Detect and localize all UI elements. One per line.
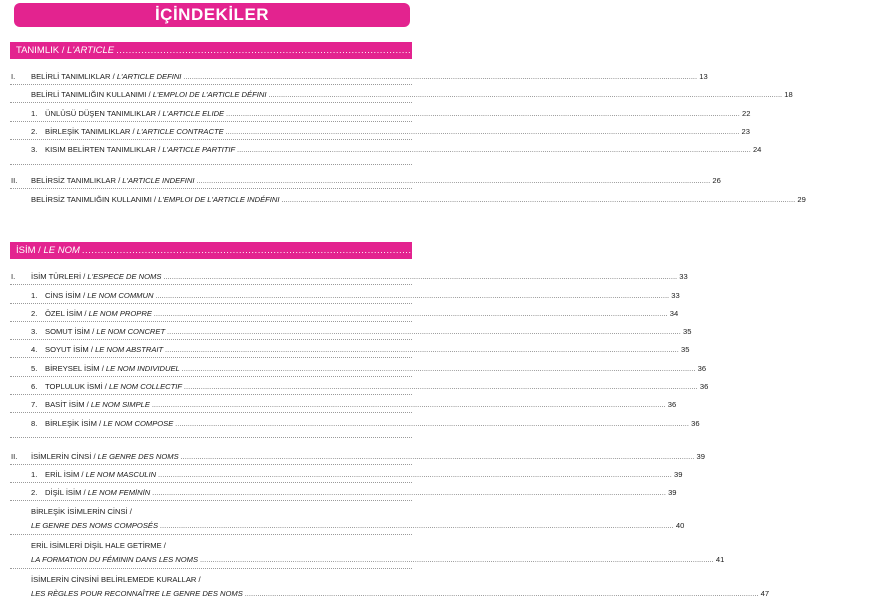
- toc-entry: BELİRSİZ TANIMLIĞIN KULLANIMI / L'EMPLOI DE L'ARTICLE INDÉFINI .................................................................................................................................................................................................................................................... 29: [31, 195, 806, 204]
- divider: [10, 284, 412, 285]
- divider: [10, 303, 412, 304]
- toc-entry: BELİRLİ TANIMLIĞIN KULLANIMI / L'EMPLOI DE L'ARTICLE DÉFINI .................................................................................................................................................................................................................................................... 18: [31, 90, 793, 99]
- page-title: İÇİNDEKİLER: [14, 3, 410, 27]
- toc-entry-line1: ERİL İSİMLERİ DİŞİL HALE GETİRME /: [31, 541, 166, 550]
- toc-entry: 8. BİRLEŞİK İSİM / LE NOM COMPOSE .................................................................................................................................................................................................................................................... 36: [31, 419, 700, 428]
- divider: [10, 394, 412, 395]
- toc-entry: 3. KISIM BELİRTEN TANIMLIKLAR / L'ARTICLE PARTITIF .................................................................................................................................................................................................................................................... 24: [31, 145, 762, 154]
- section-header-article: [10, 42, 895, 59]
- toc-entry: 1. ERİL İSİM / LE NOM MASCULIN .................................................................................................................................................................................................................................................... 39: [31, 470, 683, 479]
- divider: [10, 84, 412, 85]
- toc-entry: LA FORMATION DU FÉMININ DANS LES NOMS .................................................................................................................................................................................................................................................... 41: [31, 555, 725, 564]
- toc-entry: 2. BİRLEŞİK TANIMLIKLAR / L'ARTICLE CONTRACTE .................................................................................................................................................................................................................................................... 23: [31, 127, 750, 136]
- toc-entry: I. BELİRLİ TANIMLIKLAR / L'ARTICLE DEFINI .................................................................................................................................................................................................................................................... 13: [11, 72, 708, 81]
- divider: [10, 464, 412, 465]
- section-header-nom: [10, 242, 861, 259]
- divider: [10, 357, 412, 358]
- toc-entry: II. BELİRSİZ TANIMLIKLAR / L'ARTICLE INDEFINI .................................................................................................................................................................................................................................................... 26: [11, 176, 721, 185]
- toc-entry: 4. SOYUT İSİM / LE NOM ABSTRAIT .................................................................................................................................................................................................................................................... 35: [31, 345, 690, 354]
- toc-entry: I. İSİM TÜRLERİ / L'ESPECE DE NOMS .................................................................................................................................................................................................................................................... 33: [11, 272, 688, 281]
- toc-entry: 7. BASİT İSİM / LE NOM SIMPLE .................................................................................................................................................................................................................................................... 36: [31, 400, 677, 409]
- toc-entry: II. İSİMLERİN CİNSİ / LE GENRE DES NOMS .................................................................................................................................................................................................................................................... 39: [11, 452, 705, 461]
- toc-entry-line1: İSİMLERİN CİNSİNİ BELİRLEMEDE KURALLAR /: [31, 575, 201, 584]
- divider: [10, 376, 412, 377]
- toc-entry: 1. ÜNLÜSÜ DÜŞEN TANIMLIKLAR / L'ARTICLE ELIDE .................................................................................................................................................................................................................................................... 22: [31, 109, 751, 118]
- divider: [10, 500, 412, 501]
- toc-entry: 2. ÖZEL İSİM / LE NOM PROPRE .................................................................................................................................................................................................................................................... 34: [31, 309, 679, 318]
- toc-entry: 3. SOMUT İSİM / LE NOM CONCRET .................................................................................................................................................................................................................................................... 35: [31, 327, 692, 336]
- section-title: TANIMLIK / L'ARTICLE: [16, 45, 115, 56]
- toc-entry: 5. BİREYSEL İSİM / LE NOM INDIVIDUEL .................................................................................................................................................................................................................................................... 36: [31, 364, 707, 373]
- toc-entry: LES RÈGLES POUR RECONNAÎTRE LE GENRE DES NOMS .................................................................................................................................................................................................................................................... 47: [31, 589, 770, 598]
- leader-dots: ....................................................................................................................................................................................................................................................: [116, 45, 883, 56]
- section-page: 33: [849, 245, 861, 256]
- divider: [10, 121, 412, 122]
- divider: [10, 482, 412, 483]
- divider: [10, 339, 412, 340]
- toc-entry: 1. CİNS İSİM / LE NOM COMMUN .................................................................................................................................................................................................................................................... 33: [31, 291, 680, 300]
- divider: [10, 102, 412, 103]
- toc-entry-line1: BİRLEŞİK İSİMLERİN CİNSİ /: [31, 507, 132, 516]
- divider: [10, 437, 412, 438]
- section-title: İSİM / LE NOM: [16, 245, 80, 256]
- section-page: 13: [884, 45, 895, 56]
- divider: [10, 412, 412, 413]
- divider: [10, 139, 412, 140]
- toc-entry: 2. DİŞİL İSİM / LE NOM FEMİNİN .................................................................................................................................................................................................................................................... 39: [31, 488, 677, 497]
- toc-entry: LE GENRE DES NOMS COMPOSÉS .................................................................................................................................................................................................................................................... 40: [31, 521, 685, 530]
- divider: [10, 534, 412, 535]
- toc-entry: 6. TOPLULUK İSMİ / LE NOM COLLECTIF .................................................................................................................................................................................................................................................... 36: [31, 382, 709, 391]
- divider: [10, 568, 412, 569]
- divider: [10, 188, 412, 189]
- divider: [10, 321, 412, 322]
- divider: [10, 164, 412, 165]
- leader-dots: ....................................................................................................................................................................................................................................................: [81, 245, 848, 256]
